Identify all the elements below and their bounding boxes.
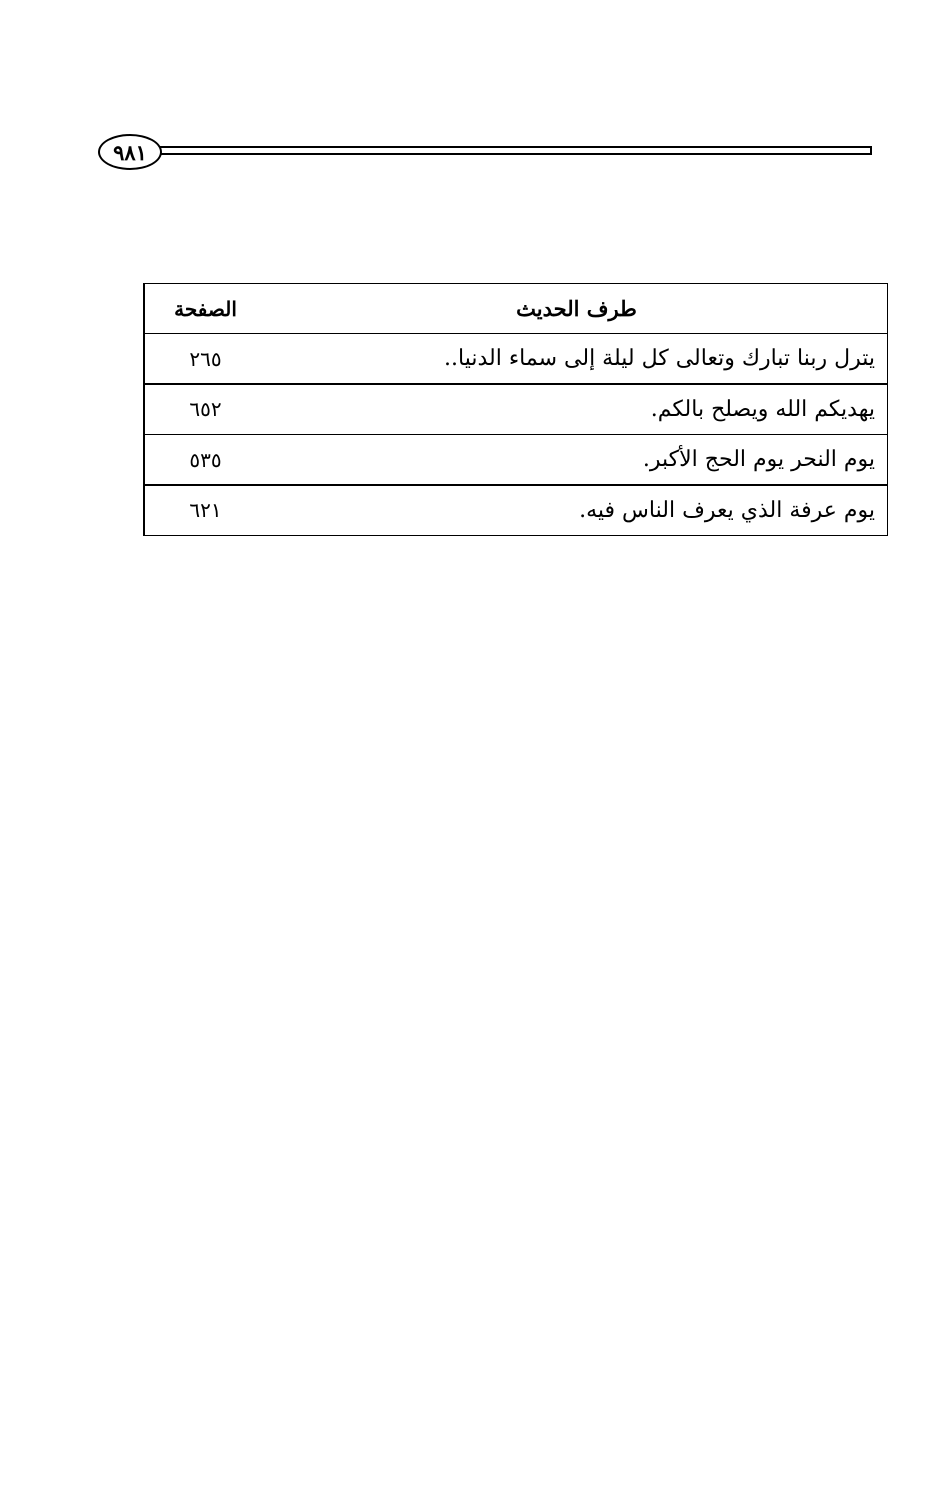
page-number-cell: ٦٢١: [144, 485, 266, 535]
table-row: [143, 333, 888, 385]
page-number-cell: ٢٦٥: [144, 334, 266, 384]
page-number-cell: ٦٥٢: [144, 384, 266, 434]
hadith-fragment-cell: يوم النحر يوم الحج الأكبر.: [642, 447, 875, 472]
table-row: [143, 484, 888, 536]
page-number-cell: ٥٣٥: [144, 435, 266, 485]
header-rule: [154, 146, 872, 155]
hadith-fragment-cell: يوم عرفة الذي يعرف الناس فيه.: [579, 497, 875, 523]
table-row: [143, 434, 888, 486]
page-header: [98, 134, 874, 172]
table-header-row: [143, 283, 888, 334]
table-row: [143, 383, 888, 435]
hadith-index-table: [143, 283, 888, 536]
hadith-fragment-cell: يهديكم الله ويصلح بالكم.: [650, 396, 875, 422]
page-number: ٩٨١: [98, 134, 162, 170]
hadith-fragment-cell: يترل ربنا تبارك وتعالى كل ليلة إلى سماء الدنيا..: [444, 346, 875, 371]
column-header-page: الصفحة: [144, 284, 266, 333]
column-header-hadith-fragment: طرف الحديث: [516, 296, 637, 321]
